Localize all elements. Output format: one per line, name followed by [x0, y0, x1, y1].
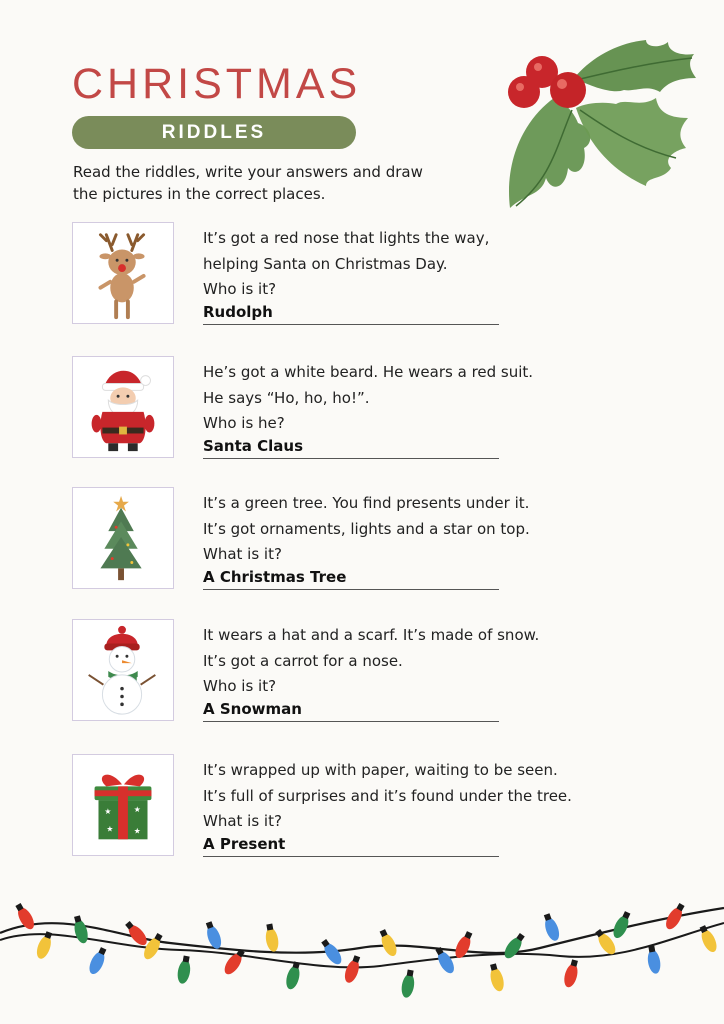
- riddle-item: [0, 754, 724, 858]
- reindeer-icon: [73, 223, 173, 323]
- riddle-line: It’s a green tree. You find presents under it.: [203, 494, 530, 512]
- light-bulb-icon: [645, 945, 662, 975]
- riddle-text: [203, 758, 603, 835]
- light-bulb-icon: [221, 947, 247, 977]
- light-bulb-icon: [400, 969, 417, 999]
- riddle-item: [0, 619, 724, 723]
- holly-icon: [496, 18, 706, 230]
- light-bulb-icon: [342, 954, 363, 984]
- page-title: CHRISTMAS: [72, 60, 362, 108]
- riddle-item: [0, 222, 724, 326]
- answer-line[interactable]: Rudolph: [203, 301, 499, 325]
- light-bulb-icon: [284, 961, 303, 991]
- riddle-line: It’s wrapped up with paper, waiting to be seen.: [203, 761, 558, 779]
- riddle-line: It’s got a red nose that lights the way,: [203, 229, 490, 247]
- snowman-icon: [73, 620, 173, 720]
- riddle-item: [0, 356, 724, 460]
- svg-text:★: ★: [133, 804, 141, 814]
- answer-line[interactable]: A Snowman: [203, 698, 499, 722]
- riddle-line: What is it?: [203, 545, 282, 563]
- riddle-line: Who is it?: [203, 280, 277, 298]
- instructions-line: the pictures in the correct places.: [73, 185, 326, 203]
- svg-text:★: ★: [133, 826, 141, 836]
- riddle-line: He says “Ho, ho, ho!”.: [203, 388, 370, 407]
- riddle-line: It’s full of surprises and it’s found under the tree.: [203, 786, 572, 805]
- riddle-item: [0, 487, 724, 591]
- subtitle-banner: RIDDLES: [72, 116, 356, 149]
- light-bulb-icon: [263, 923, 280, 953]
- riddle-line: He’s got a white beard. He wears a red suit.: [203, 363, 534, 381]
- instructions-line: Read the riddles, write your answers and draw: [73, 163, 423, 181]
- riddle-line: Who is it?: [203, 677, 277, 695]
- answer-line[interactable]: Santa Claus: [203, 435, 499, 459]
- riddle-text: [203, 623, 603, 700]
- svg-text:★: ★: [104, 806, 112, 816]
- light-bulb-icon: [562, 959, 581, 989]
- light-bulb-icon: [501, 931, 527, 961]
- riddle-line: helping Santa on Christmas Day.: [203, 254, 448, 273]
- christmas-tree-icon: [73, 488, 173, 588]
- riddle-line: It’s got ornaments, lights and a star on top.: [203, 519, 530, 538]
- light-bulb-icon: [610, 910, 633, 940]
- light-bulb-icon: [86, 946, 109, 976]
- riddle-text: [203, 491, 603, 568]
- answer-line[interactable]: A Present: [203, 833, 499, 857]
- light-bulb-icon: [541, 912, 562, 942]
- riddle-text: [203, 226, 603, 303]
- light-bulb-icon: [377, 928, 400, 958]
- svg-text:★: ★: [106, 824, 114, 834]
- riddle-picture-box: [72, 356, 174, 458]
- light-bulb-icon: [487, 963, 506, 993]
- instructions: [73, 161, 473, 205]
- christmas-lights-garland: [0, 878, 724, 1008]
- light-bulb-icon: [663, 902, 687, 932]
- riddle-picture-box: [72, 487, 174, 589]
- riddle-line: What is it?: [203, 812, 282, 830]
- riddle-picture-box: [72, 619, 174, 721]
- riddle-line: It wears a hat and a scarf. It’s made of snow.: [203, 626, 540, 644]
- present-icon: [73, 755, 173, 855]
- riddle-line: Who is he?: [203, 414, 285, 432]
- light-bulb-icon: [176, 955, 193, 985]
- santa-icon: [73, 357, 173, 457]
- riddle-picture-box: [72, 222, 174, 324]
- riddle-text: [203, 360, 603, 437]
- riddle-line: It’s got a carrot for a nose.: [203, 651, 403, 670]
- riddle-picture-box: [72, 754, 174, 856]
- light-bulb-icon: [71, 915, 90, 945]
- answer-line[interactable]: A Christmas Tree: [203, 566, 499, 590]
